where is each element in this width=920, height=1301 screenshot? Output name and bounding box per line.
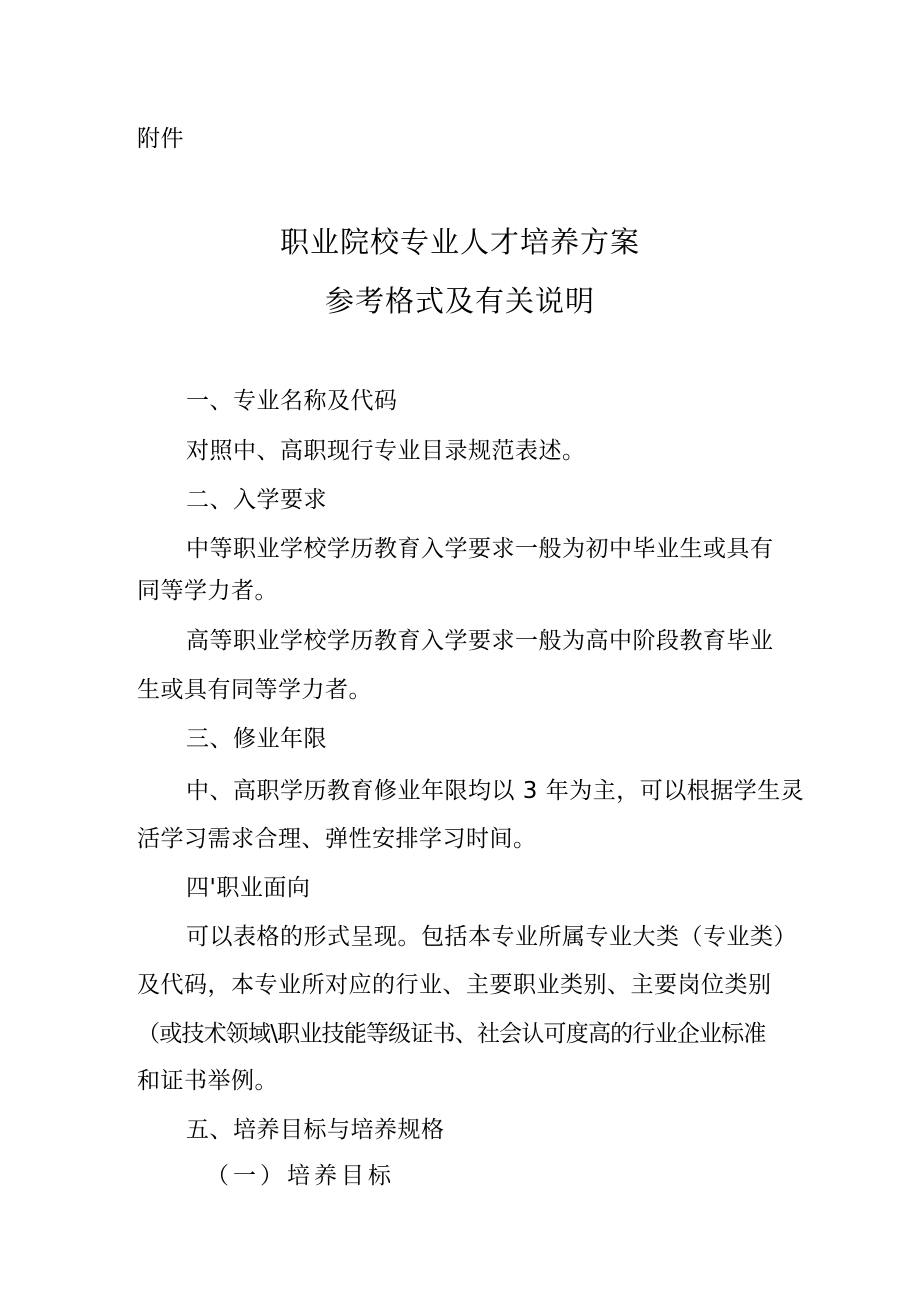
body-text-line: 高等职业学校学历教育入学要求一般为高中阶段教育毕业 <box>186 628 774 654</box>
body-text-line: 和证书举例。 <box>137 1068 278 1094</box>
body-text-line: 同等学力者。 <box>137 578 278 604</box>
section-heading-3: 三、修业年限 <box>186 726 327 752</box>
body-text-line: 及代码，本专业所对应的行业、主要职业类别、主要岗位类别 <box>137 972 772 998</box>
body-text-line: 可以表格的形式呈现。包括本专业所属专业大类（专业类） <box>186 924 797 950</box>
body-text-line: 对照中、高职现行专业目录规范表述。 <box>186 438 586 464</box>
document-title-line-2: 参考格式及有关说明 <box>324 284 595 318</box>
body-text-line: 活学习需求合理、弹性安排学习时间。 <box>137 826 537 852</box>
section-heading-4: 四'职业面向 <box>186 875 311 901</box>
body-text-line: 生或具有同等学力者。 <box>137 677 372 703</box>
document-title-line-1: 职业院校专业人才培养方案 <box>279 225 640 259</box>
section-heading-2: 二、入学要求 <box>186 487 327 513</box>
section-heading-1: 一、专业名称及代码 <box>186 388 398 414</box>
subsection-heading: （一）培养目标 <box>206 1163 395 1189</box>
attachment-label: 附件 <box>137 126 184 152</box>
section-heading-5: 五、培养目标与培养规格 <box>186 1117 445 1143</box>
body-text-line: 中等职业学校学历教育入学要求一般为初中毕业生或具有 <box>186 536 774 562</box>
body-text-line: 中、高职学历教育修业年限均以 3 年为主，可以根据学生灵 <box>186 778 805 804</box>
body-text-line: （或技术领域\职业技能等级证书、社会认可度高的行业企业标准 <box>137 1021 766 1047</box>
